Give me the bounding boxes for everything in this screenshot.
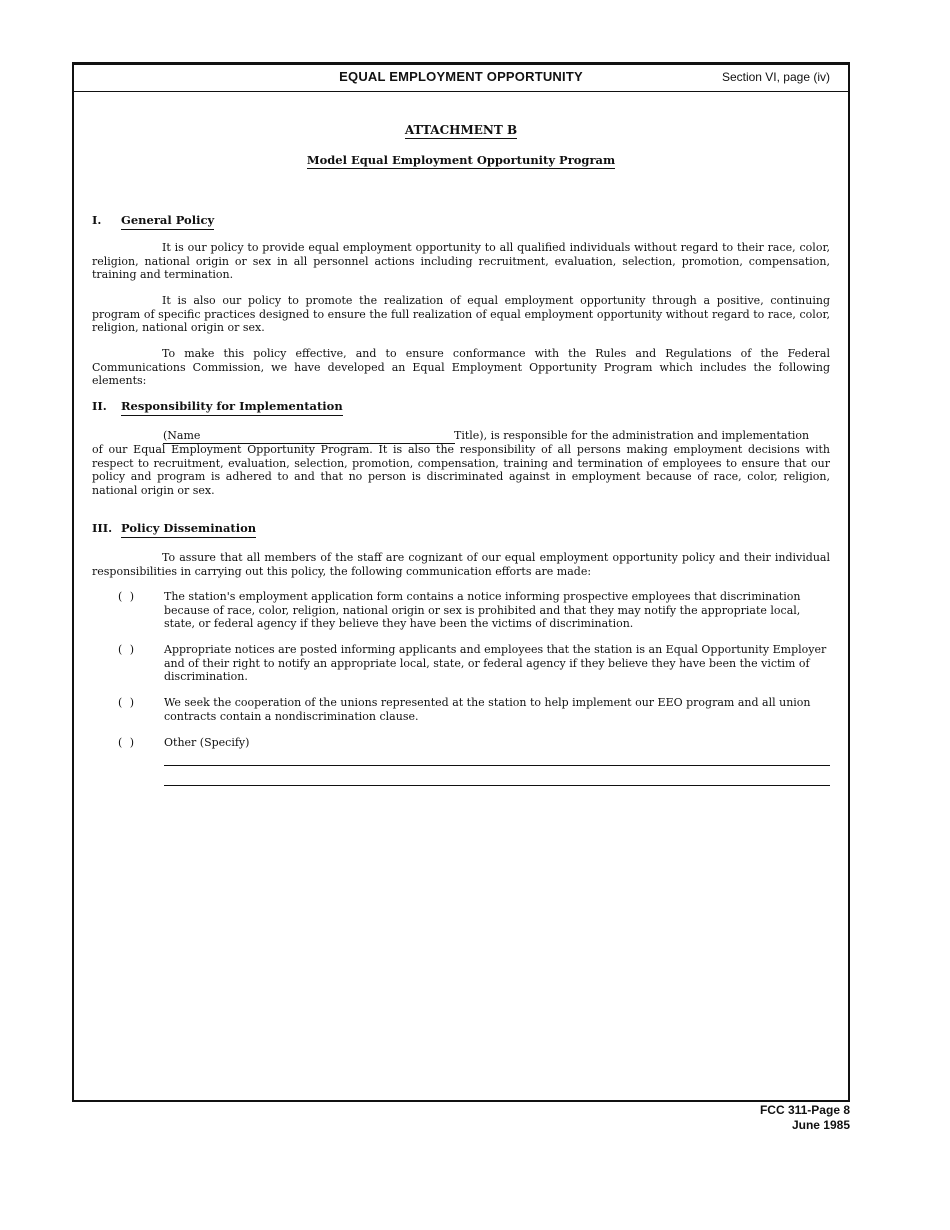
header-bar [74,65,848,92]
paragraph: To make this policy effective, and to ensure conformance with the Rules and Regulations of the Federal Communications Commission, we have developed an Equal Employment Opportunity Program which includes the following elements: [92,347,830,387]
specify-line[interactable] [164,785,830,786]
form-page-number: FCC 311-Page 8 [759,1103,850,1117]
specify-line[interactable] [164,765,830,766]
paragraph: It is our policy to provide equal employment opportunity to all qualified individuals without regard to their race, color, religion, national origin or sex in all personnel actions including recruitment, evaluation, selection, promotion, compensation, training and termination. [92,241,830,281]
paragraph: It is also our policy to promote the realization of equal employment opportunity through a positive, continuing program of specific practices designed to ensure the full realization of equal employment opportunity without regard to race, color, religion, national origin or sex. [92,294,830,334]
paragraph: of our Equal Employment Opportunity Program. It is also the responsibility of all persons making employment decisions with respect to recruitment, evaluation, selection, promotion, compensation, training and termination of employees to ensure that our policy and program is adhered to and that no person is discriminated against in employment because of race, color, religion, national origin or sex. [92,443,830,497]
name-label: (Name [163,429,201,442]
title-label: Title), is responsible for the administration and implementation [454,429,810,442]
list-item: The station's employment application form contains a notice informing prospective employees that discrimination because of race, color, religion, national origin or sex is prohibited and that they may notify the appropriate local, state, or federal agency if they believe they have been the victims of discrimination. [164,590,801,630]
page-frame [72,62,850,1102]
header-title: EQUAL EMPLOYMENT OPPORTUNITY [339,69,583,84]
checkbox[interactable]: ( ) [118,696,137,709]
section-heading-general-policy: I. General Policy [92,213,214,227]
list-item: Appropriate notices are posted informing applicants and employees that the station is an Equal Opportunity Employer and of their right to notify an appropriate local, state, or federal agency if they believe they have been the victim of discrimination. [164,643,827,683]
checkbox[interactable]: ( ) [118,590,137,603]
section-heading-responsibility: II. Responsibility for Implementation [92,399,343,413]
checkbox[interactable]: ( ) [118,736,137,749]
form-date: June 1985 [791,1118,850,1132]
paragraph: To assure that all members of the staff are cognizant of our equal employment opportunity policy and their individual responsibilities in carrying out this policy, the following communication efforts are made: [92,551,830,578]
checkbox[interactable]: ( ) [118,643,137,656]
section-label: Section VI, page (iv) [721,70,830,84]
attachment-title: ATTACHMENT B [404,123,518,137]
document-subtitle: Model Equal Employment Opportunity Program [306,153,616,167]
footer [760,1103,850,1133]
section-heading-policy-dissemination: III. Policy Dissemination [92,521,256,535]
list-item: Other (Specify) [164,736,250,749]
list-item: We seek the cooperation of the unions represented at the station to help implement our EEO program and all union contracts contain a nondiscrimination clause. [164,696,811,723]
